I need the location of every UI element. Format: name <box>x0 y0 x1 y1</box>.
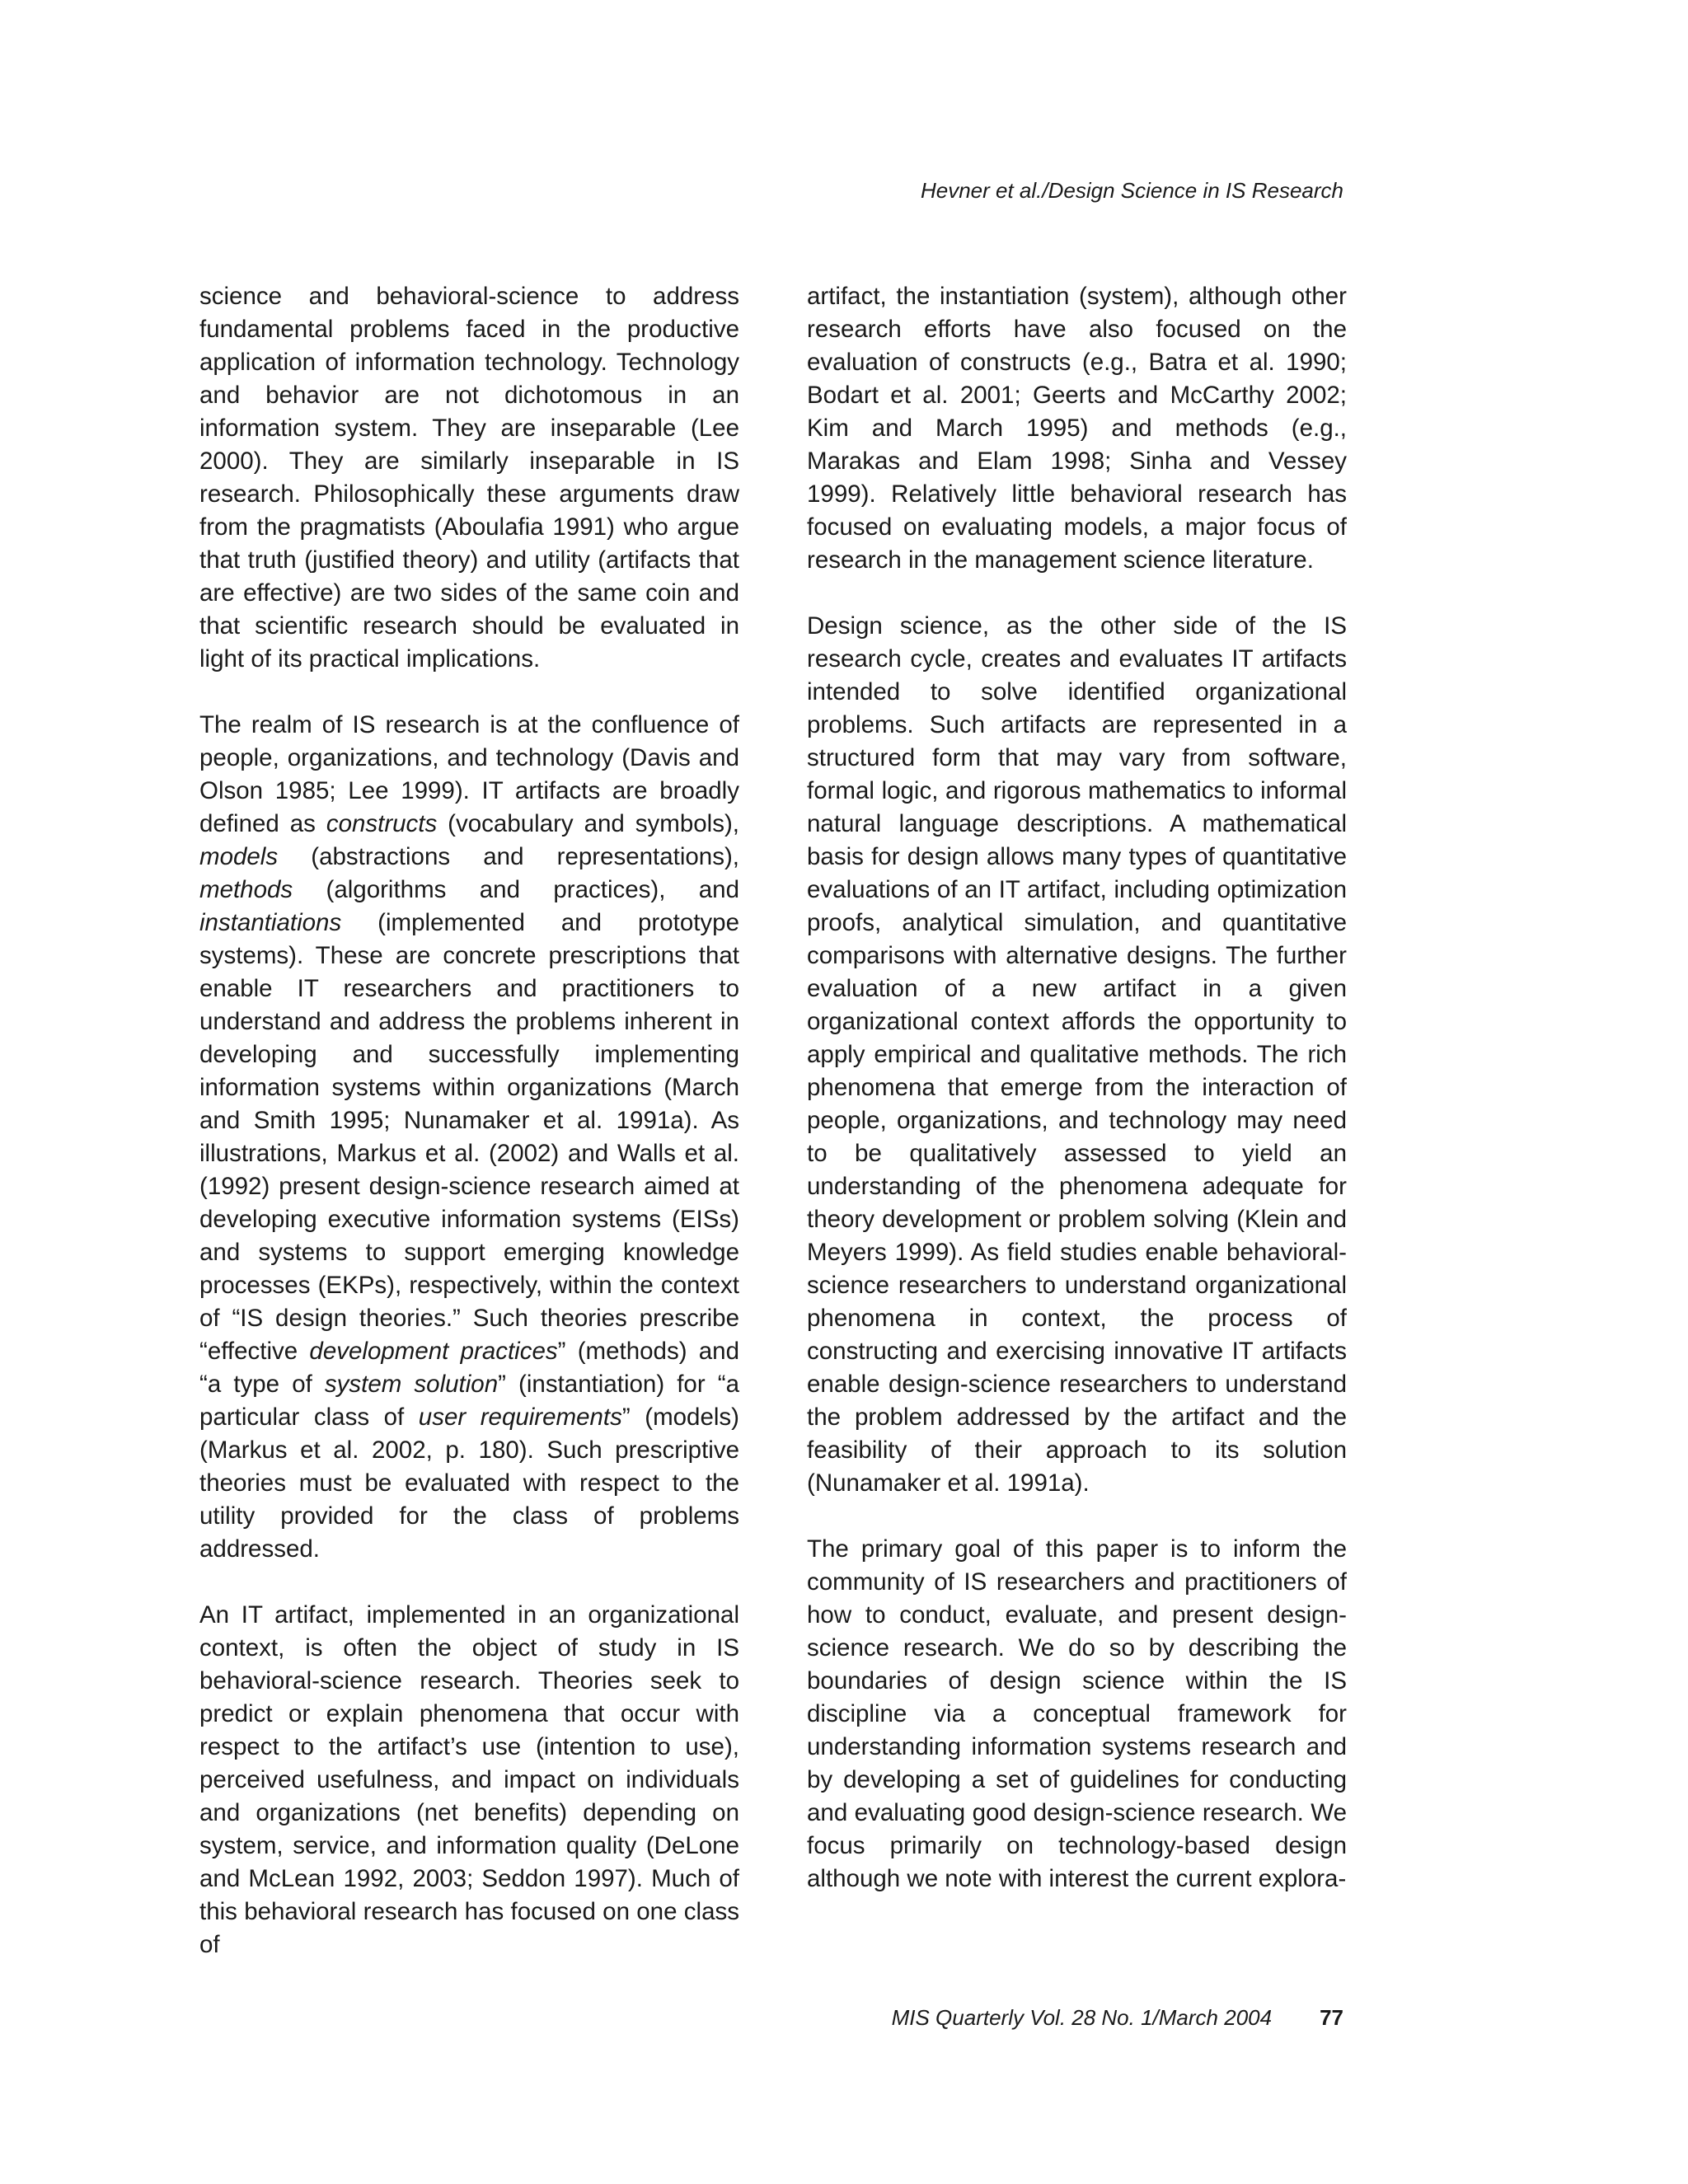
text-run: ” (models) (Markus et al. 2002, p. 180). Such prescriptive theories must be evaluated with respect to the utility provided for the class of problems addressed. <box>199 1404 739 1563</box>
text-run: The realm of IS research is at the confluence of people, organizations, and technology (Davis and Olson 1985; Lee 1999). IT artifacts are broadly defined as <box>199 711 739 837</box>
emphasis-user-requirements: user requirements <box>418 1404 622 1431</box>
right-paragraph-1: artifact, the instantiation (system), although other research efforts have also focused on the evaluation of constructs (e.g., Batra et al. 1990; Bodart et al. 2001; Geerts and McCarthy 2002; Kim and March 1995) and methods (e.g., Marakas and Elam 1998; Sinha and Vessey 1999). Relatively little behavioral research has focused on evaluating models, a major focus of research in the management science literature. <box>807 283 1347 574</box>
page-number: 77 <box>1320 2005 1343 2030</box>
text-run: (vocabulary and symbols), <box>437 810 739 837</box>
journal-citation: MIS Quarterly Vol. 28 No. 1/March 2004 <box>891 2005 1273 2030</box>
text-run: (implemented and prototype systems). These are concrete prescriptions that enable IT researchers and practitioners to understand and address the problems inherent in developing and successfully implementing information systems within organizations (March and Smith 1995; Nunamaker et al. 1991a). As illustrations, Markus et al. (2002) and Walls et al. (1992) present design-science research aimed at developing executive information systems (EISs) and systems to support emerging knowledge processes (EKPs), respectively, within the context of “IS design theories.” Such theories prescribe “effective <box>199 909 739 1365</box>
text-run: ” (methods) and “a type of <box>199 1338 739 1398</box>
emphasis-system-solution: system solution <box>324 1371 499 1398</box>
running-header: Hevner et al./Design Science in IS Research <box>920 178 1343 203</box>
right-paragraph-2: Design science, as the other side of the IS research cycle, creates and evaluates IT artifacts intended to solve identified organizational problems. Such artifacts are represented in a structured form that may vary from software, formal logic, and rigorous mathematics to informal natural language descriptions. A mathematical basis for design allows many types of quantitative evaluations of an IT artifact, including optimization proofs, analytical simulation, and quantitative comparisons with alternative designs. The further evaluation of a new artifact in a given organizational context affords the opportunity to apply empirical and qualitative methods. The rich phenomena that emerge from the interaction of people, organizations, and technology may need to be qualitatively assessed to yield an understanding of the phenomena adequate for theory development or problem solving (Klein and Meyers 1999). As field studies enable behavioral-science researchers to understand organizational phenomena in context, the process of constructing and exercising innovative IT artifacts enable design-science researchers to understand the problem addressed by the artifact and the feasibility of their approach to its solution (Nunamaker et al. 1991a). <box>807 612 1347 1497</box>
left-column <box>199 280 739 1994</box>
text-run: (abstractions and representations), <box>278 843 739 870</box>
right-paragraph-3: The primary goal of this paper is to inform the community of IS researchers and practitioners of how to conduct, evaluate, and present design-science research. We do so by describing the boundaries of design science within the IS discipline via a conceptual framework for understanding information systems research and by developing a set of guidelines for conducting and evaluating good design-science research. We focus primarily on technology-based design although we note with interest the current explora- <box>807 1535 1347 1892</box>
text-run: (algorithms and practices), and <box>293 876 739 903</box>
left-paragraph-1: science and behavioral-science to address fundamental problems faced in the productive application of information technology. Technology and behavior are not dichotomous in an information system. They are inseparable (Lee 2000). They are similarly inseparable in IS research. Philosophically these arguments draw from the pragmatists (Aboulafia 1991) who argue that truth (justified theory) and utility (artifacts that are effective) are two sides of the same coin and that scientific research should be evaluated in light of its practical implications. <box>199 283 739 673</box>
left-paragraph-2 <box>199 709 739 1566</box>
text-run: ” (instantiation) for “a particular class of <box>199 1371 739 1431</box>
left-paragraph-3: An IT artifact, implemented in an organizational context, is often the object of study in IS behavioral-science research. Theories seek to predict or explain phenomena that occur with respect to the artifact’s use (intention to use), perceived usefulness, and impact on individuals and organizations (net benefits) depending on system, service, and information quality (DeLone and McLean 1992, 2003; Seddon 1997). Much of this behavioral research has focused on one class of <box>199 1601 739 1958</box>
emphasis-development-practices: development practices <box>309 1338 558 1365</box>
emphasis-models: models <box>199 843 279 870</box>
emphasis-constructs: constructs <box>326 810 438 837</box>
emphasis-instantiations: instantiations <box>199 909 342 936</box>
emphasis-methods: methods <box>199 876 293 903</box>
running-footer <box>892 2005 1343 2031</box>
right-column <box>807 280 1347 1929</box>
